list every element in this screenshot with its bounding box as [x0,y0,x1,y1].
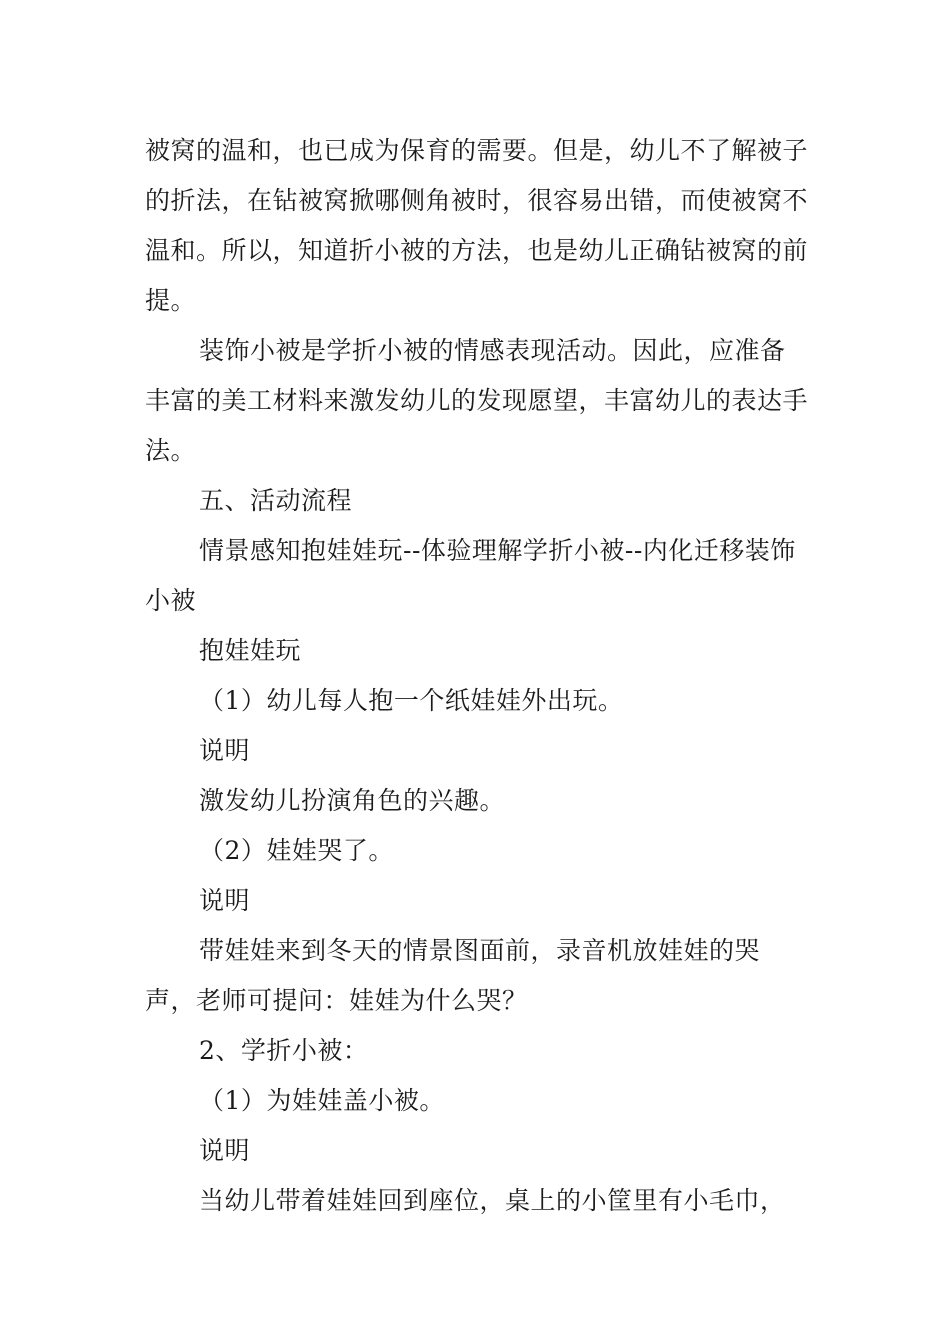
step-1-hug-paper-doll: （1）幼儿每人抱一个纸娃娃外出玩。 [199,686,624,715]
subheading-hug-doll: 抱娃娃玩 [199,636,302,665]
note-label: 说明 [199,886,251,915]
document-body [145,126,810,1226]
step-1-cover-doll: （1）为娃娃盖小被。 [199,1086,445,1115]
paragraph-decorating-quilt: 装饰小被是学折小被的情感表现活动。因此，应准备丰富的美工材料来激发幼儿的发现愿望，丰富幼儿的表达手法。 [145,336,809,465]
section-heading-activity-flow: 五、活动流程 [199,486,353,515]
note-text-winter-scene: 带娃娃来到冬天的情景图面前，录音机放娃娃的哭声，老师可提问：娃娃为什么哭？ [145,936,761,1015]
note-text-basket-towel: 当幼儿带着娃娃回到座位，桌上的小筐里有小毛巾， [199,1186,786,1215]
step-2-doll-cried: （2）娃娃哭了。 [199,836,394,865]
note-text-role-play: 激发幼儿扮演角色的兴趣。 [199,786,506,815]
paragraph-flow-summary: 情景感知抱娃娃玩--体验理解学折小被--内化迁移装饰小被 [145,536,796,615]
note-label: 说明 [199,1136,251,1165]
paragraph-quilt-warmth: 被窝的温和，也已成为保育的需要。但是，幼儿不了解被子的折法，在钻被窝掀哪侧角被时，很容易出错，而使被窝不温和。所以，知道折小被的方法，也是幼儿正确钻被窝的前提。 [145,136,809,315]
subheading-learn-folding: 2、学折小被： [199,1036,369,1065]
note-label: 说明 [199,736,251,765]
